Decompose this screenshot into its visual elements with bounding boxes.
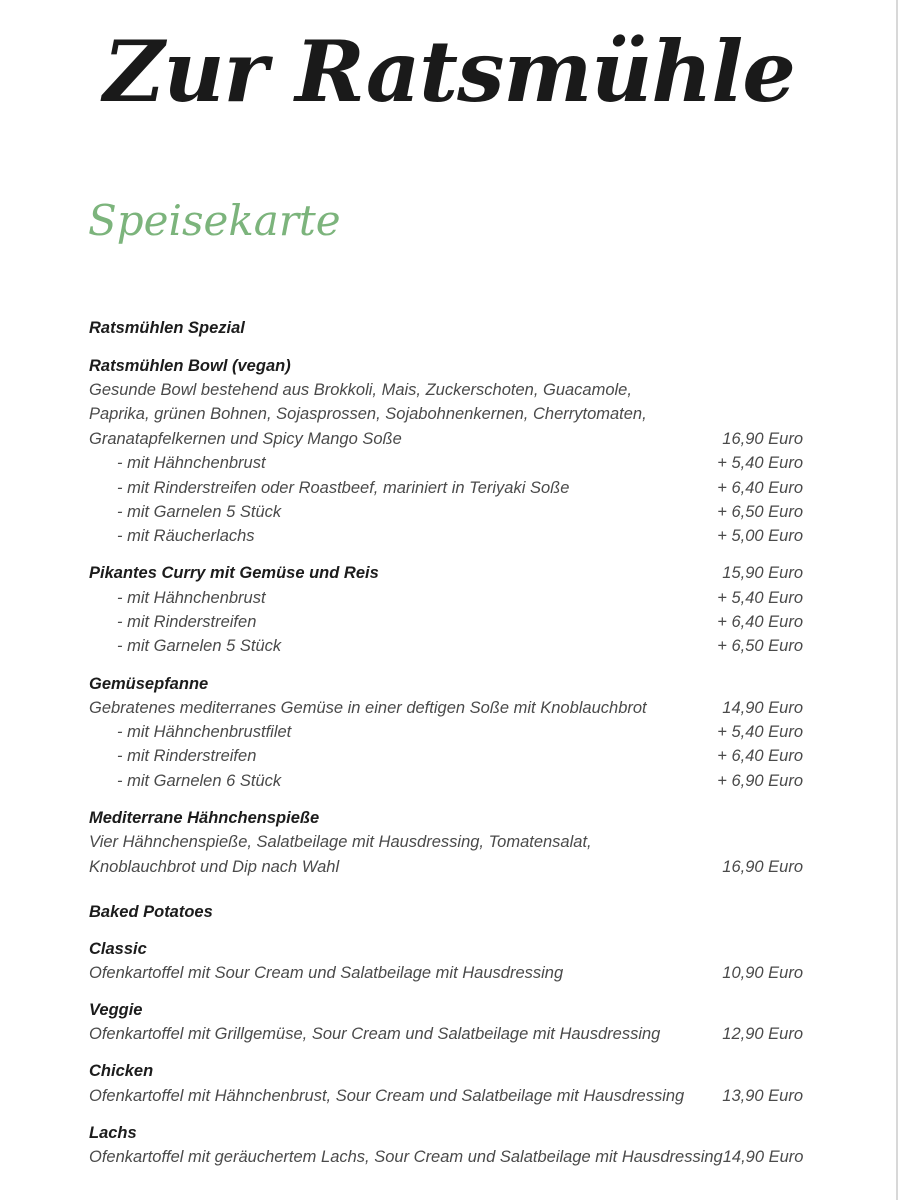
menu-description-line <box>89 855 803 879</box>
menu-description-line <box>89 696 803 720</box>
menu-addon-line <box>89 769 803 793</box>
menu-line-price: + 6,90 Euro <box>717 771 803 790</box>
menu-line-text: - mit Rinderstreifen oder Roastbeef, mariniert in Teriyaki Soße <box>117 478 570 497</box>
menu-line-price: 14,90 Euro <box>722 698 803 717</box>
menu-line-text: Knoblauchbrot und Dip nach Wahl <box>89 857 340 876</box>
menu-line-price: + 6,40 Euro <box>717 478 803 497</box>
menu-heading <box>89 998 803 1022</box>
menu-line-text: Lachs <box>89 1123 137 1142</box>
menu-description-line <box>89 1145 803 1169</box>
menu-line-text: Gemüsepfanne <box>89 674 209 693</box>
menu-addon-line <box>89 451 803 475</box>
menu-line-price: 16,90 Euro <box>722 857 803 876</box>
menu-line-text: Granatapfelkernen und Spicy Mango Soße <box>89 429 402 448</box>
menu-line-price: + 5,40 Euro <box>717 722 803 741</box>
menu-line-price: + 6,50 Euro <box>717 636 803 655</box>
menu-line-price: 13,90 Euro <box>722 1086 803 1105</box>
menu-heading <box>89 672 803 696</box>
menu-line-text: - mit Garnelen 5 Stück <box>117 636 282 655</box>
menu-line-text: - mit Hähnchenbrust <box>117 453 266 472</box>
menu-heading <box>89 1121 803 1145</box>
menu-heading <box>89 806 803 830</box>
menu-line-text: - mit Rinderstreifen <box>117 746 257 765</box>
menu-line-text: Mediterrane Hähnchenspieße <box>89 808 320 827</box>
menu-description-line <box>89 1022 803 1046</box>
menu-addon-line <box>89 476 803 500</box>
menu-heading <box>89 561 803 585</box>
menu-addon-line <box>89 720 803 744</box>
menu-line-price: 14,90 Euro <box>722 1147 804 1166</box>
menu-line-text: Baked Potatoes <box>89 902 213 921</box>
menu-line-text: Gesunde Bowl bestehend aus Brokkoli, Mais, Zuckerschoten, Guacamole, <box>89 380 632 399</box>
menu-line-price: 10,90 Euro <box>722 963 803 982</box>
menu-heading <box>89 937 803 961</box>
menu-line-price: 15,90 Euro <box>722 563 803 582</box>
menu-line-text: - mit Räucherlachs <box>117 526 255 545</box>
menu-addon-line <box>89 586 803 610</box>
menu-addon-line <box>89 610 803 634</box>
menu-line-text: - mit Hähnchenbrust <box>117 588 266 607</box>
menu-addon-line <box>89 500 803 524</box>
menu-line-text: Gebratenes mediterranes Gemüse in einer deftigen Soße mit Knoblauchbrot <box>89 698 647 717</box>
menu-line-text: Pikantes Curry mit Gemüse und Reis <box>89 563 379 582</box>
menu-line-text: Veggie <box>89 1000 143 1019</box>
menu-line-price: + 6,50 Euro <box>717 502 803 521</box>
menu-heading <box>89 316 803 340</box>
menu-line-text: Paprika, grünen Bohnen, Sojasprossen, Sojabohnenkernen, Cherrytomaten, <box>89 404 647 423</box>
menu-description-line <box>89 961 803 985</box>
menu-line-text: - mit Rinderstreifen <box>117 612 257 631</box>
menu-line-price: + 5,40 Euro <box>717 588 803 607</box>
menu-heading <box>89 900 803 924</box>
menu-description-line <box>89 378 803 402</box>
menu-line-text: Chicken <box>89 1061 154 1080</box>
menu-line-price: 16,90 Euro <box>722 429 803 448</box>
menu-addon-line <box>89 634 803 658</box>
menu-line-text: Ratsmühlen Bowl (vegan) <box>89 356 291 375</box>
menu-description-line <box>89 427 803 451</box>
menu-line-text: Vier Hähnchenspieße, Salatbeilage mit Hausdressing, Tomatensalat, <box>89 832 592 851</box>
menu-addon-line <box>89 524 803 548</box>
menu-line-text: Classic <box>89 939 147 958</box>
menu-line-text: - mit Garnelen 5 Stück <box>117 502 282 521</box>
menu-heading <box>89 1059 803 1083</box>
menu-line-price: + 6,40 Euro <box>717 612 803 631</box>
menu-line-text: Ofenkartoffel mit Grillgemüse, Sour Cream und Salatbeilage mit Hausdressing <box>89 1024 661 1043</box>
menu-line-price: + 5,00 Euro <box>717 526 803 545</box>
menu-description-line <box>89 1084 803 1108</box>
menu-subtitle: Speisekarte <box>88 196 341 245</box>
menu-line-text: Ofenkartoffel mit geräuchertem Lachs, Sour Cream und Salatbeilage mit Hausdressing <box>89 1147 723 1166</box>
menu-line-text: Ofenkartoffel mit Sour Cream und Salatbeilage mit Hausdressing <box>89 963 564 982</box>
menu-line-price: 12,90 Euro <box>722 1024 803 1043</box>
menu-description-line <box>89 402 803 426</box>
menu-line-text: - mit Hähnchenbrustfilet <box>117 722 292 741</box>
menu-description-line <box>89 830 803 854</box>
menu-line-text: - mit Garnelen 6 Stück <box>117 771 282 790</box>
menu-heading <box>89 354 803 378</box>
menu-line-text: Ratsmühlen Spezial <box>89 318 245 337</box>
menu-addon-line <box>89 744 803 768</box>
menu-line-price: + 5,40 Euro <box>717 453 803 472</box>
restaurant-name: Zur Ratsmühle <box>103 22 795 121</box>
menu-line-price: + 6,40 Euro <box>717 746 803 765</box>
menu-line-text: Ofenkartoffel mit Hähnchenbrust, Sour Cream und Salatbeilage mit Hausdressing <box>89 1086 685 1105</box>
